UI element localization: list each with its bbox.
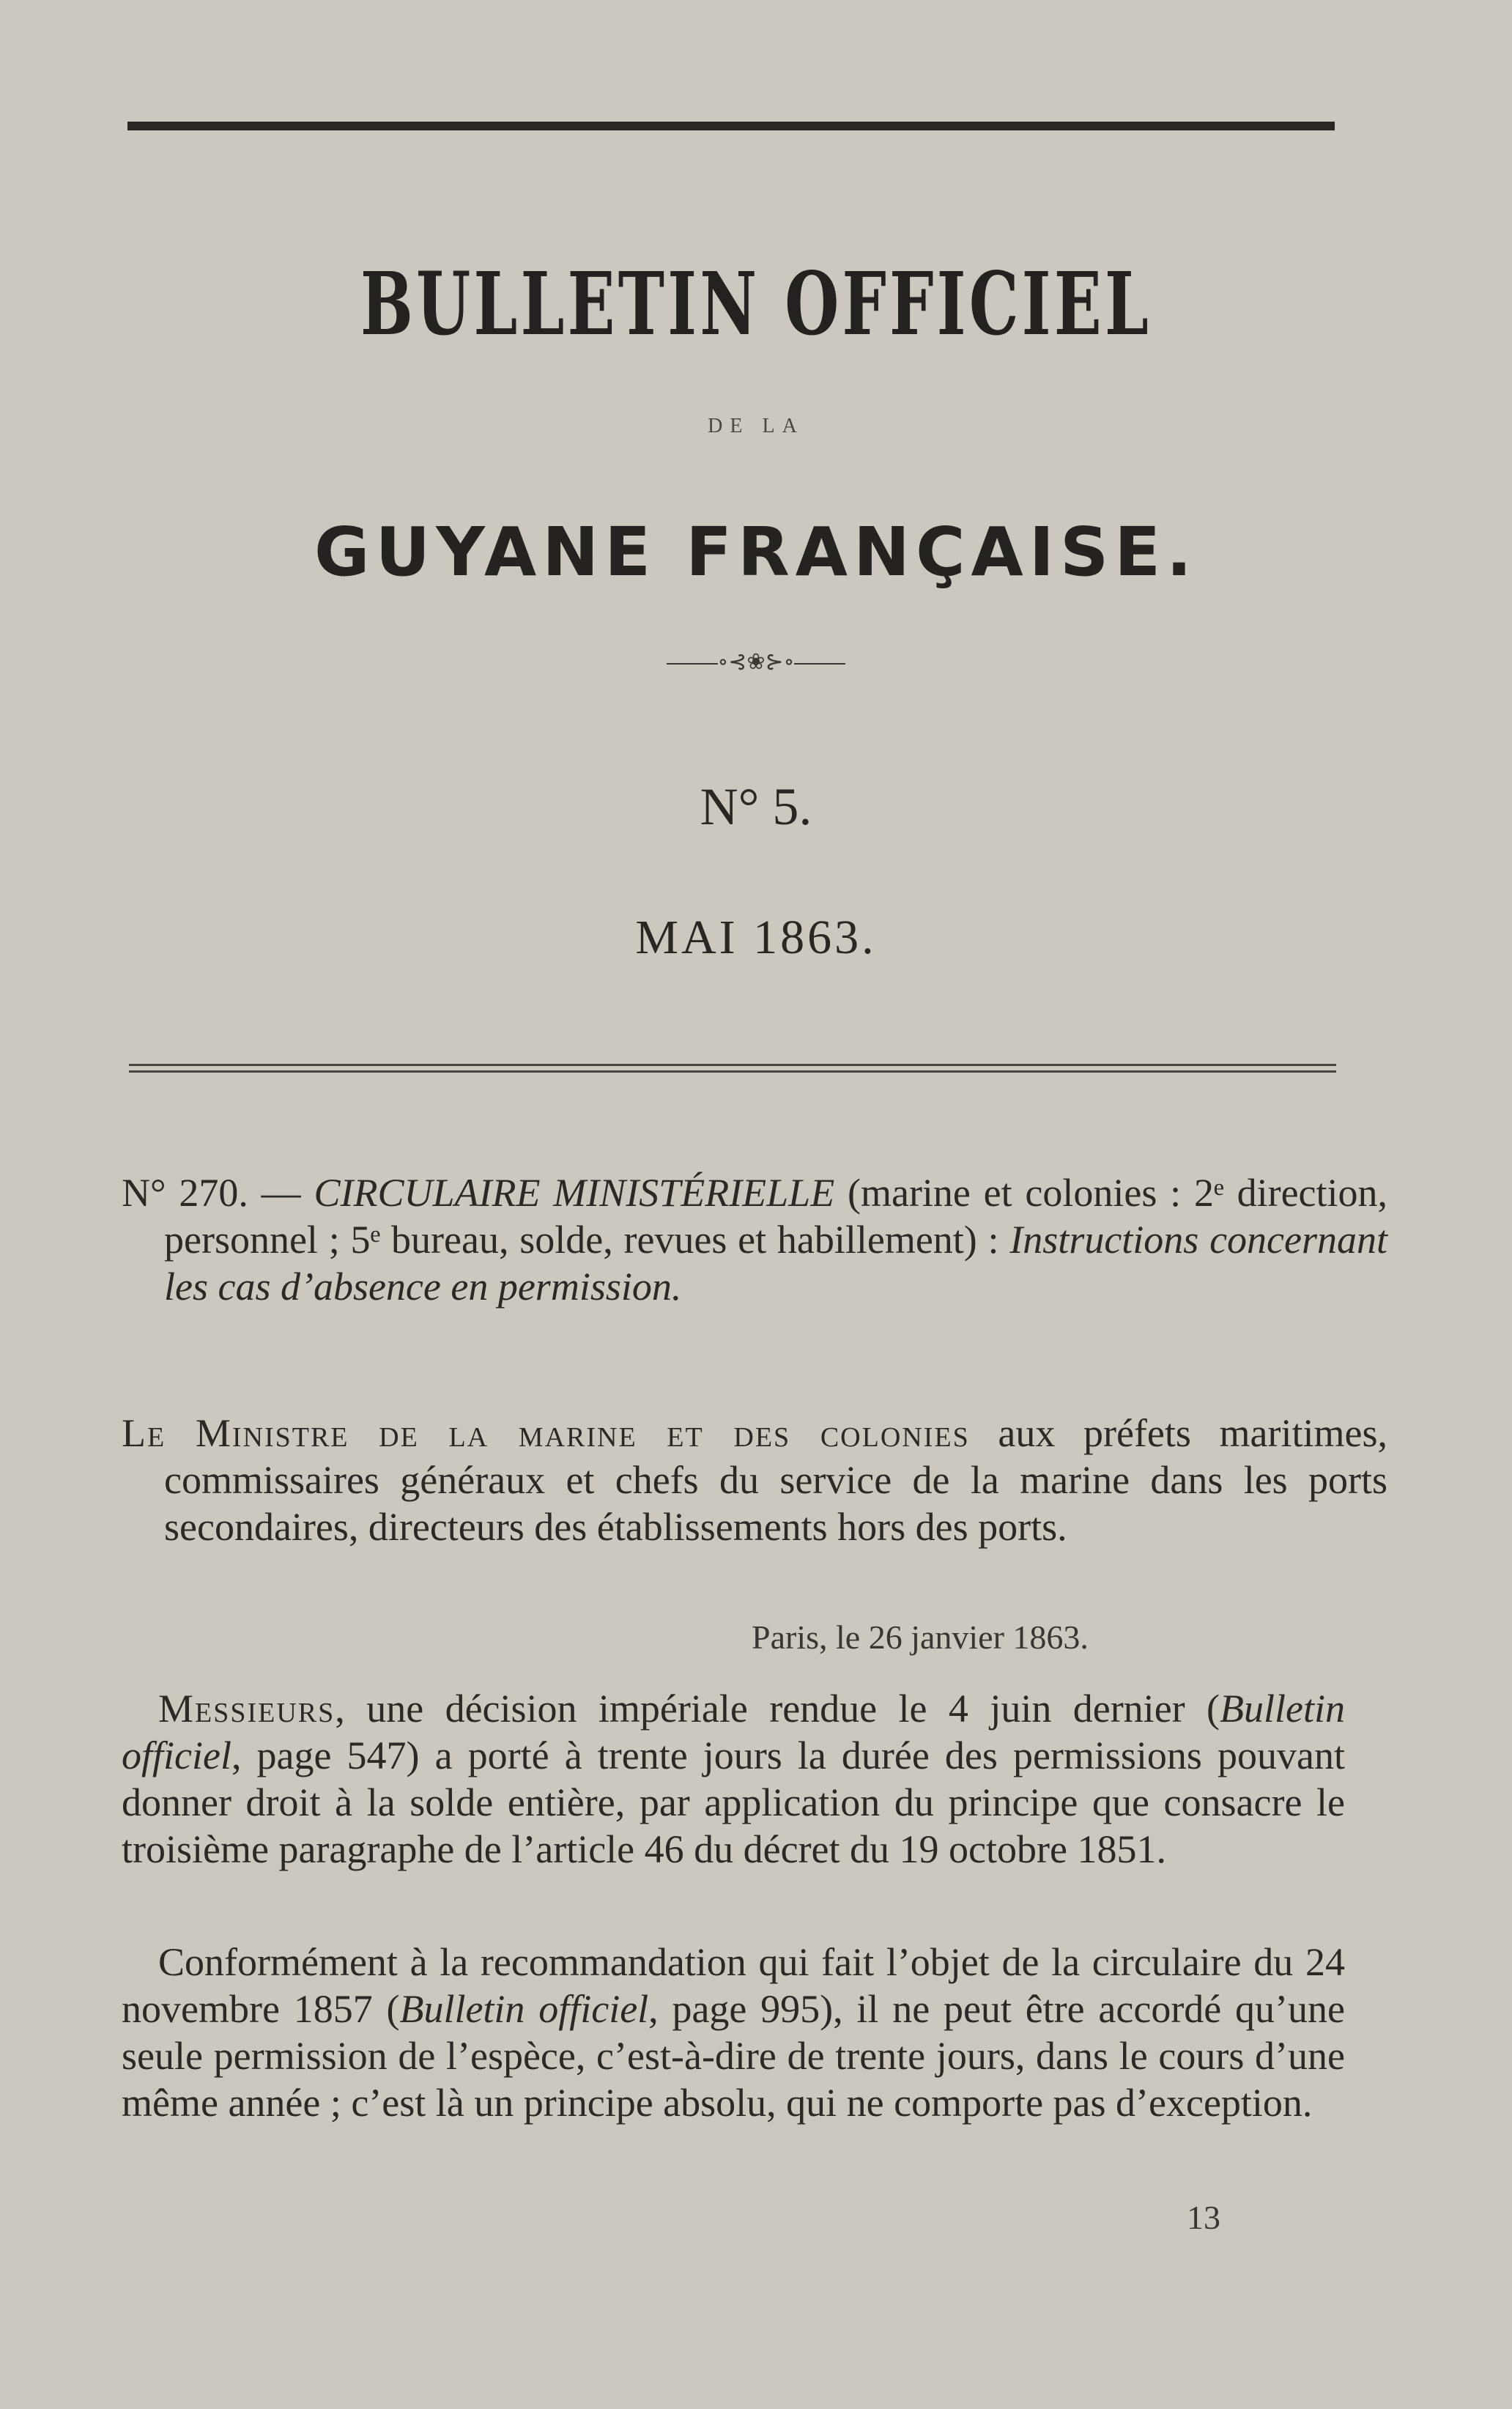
bulletin-title: BULLETIN OFFICIEL [360,253,1152,355]
entry-subject: Instructions concernant les cas d’absence en permission. [164,1218,1387,1309]
p1-reference: Bulletin officiel [122,1687,1345,1777]
body-paragraph-2 [122,1939,1345,2126]
entry-kind: CIRCULAIRE MINISTÉRIELLE [314,1171,835,1215]
addressee-paragraph [122,1410,1387,1550]
entry-detail: (marine et colonies : 2ᵉ direction, personnel ; 5ᵉ bureau, solde, revues et habillement) : [164,1171,1388,1262]
entry-heading [122,1169,1387,1310]
issue-number: N° 5. [700,777,812,836]
p1-text-b: , page 547) a porté à trente jours la durée des permissions pouvant donner droit à la solde entière, par application du principe que consacre le troisième paragraphe de l’article 46 du décret du 19 octobre 1851. [122,1733,1345,1871]
p2-reference: Bulletin officiel [399,1987,649,2031]
sender: Le Ministre de la marine et des colonies [122,1411,970,1455]
date-line: Paris, le 26 janvier 1863. [752,1618,1089,1656]
issue-date: MAI 1863. [635,911,877,964]
ornament-divider [0,649,1512,675]
ornament-glyphs: ∘⊰❀⊱∘ [717,650,795,674]
p2-text-b: , page 995), il ne peut être accordé qu’une seule permission de l’espèce, c’est-à-dire de trente jours, dans le cours d’une même année ; c’est là un principe absolu, qui ne comporte pas d’exception. [122,1987,1345,2125]
bulletin-subtitle: GUYANE FRANÇAISE. [314,513,1198,591]
body-paragraph-1 [122,1685,1345,1873]
title-connector: DE LA [708,415,804,437]
page-number: 13 [1187,2199,1220,2236]
p2-text-a: Conformément à la recommandation qui fait l’objet de la circulaire du 24 novembre 1857 ( [122,1940,1345,2031]
salutation: Messieurs [158,1687,336,1731]
recipients: aux préfets maritimes, commissaires généraux et chefs du service de la marine dans les ports secondaires, directeurs des établissements hors des ports. [164,1411,1388,1549]
p1-text-a: , une décision impériale rendue le 4 juin dernier ( [335,1687,1220,1731]
top-rule [127,122,1335,130]
double-rule [129,1064,1336,1074]
entry-number: N° 270. — [122,1171,314,1215]
